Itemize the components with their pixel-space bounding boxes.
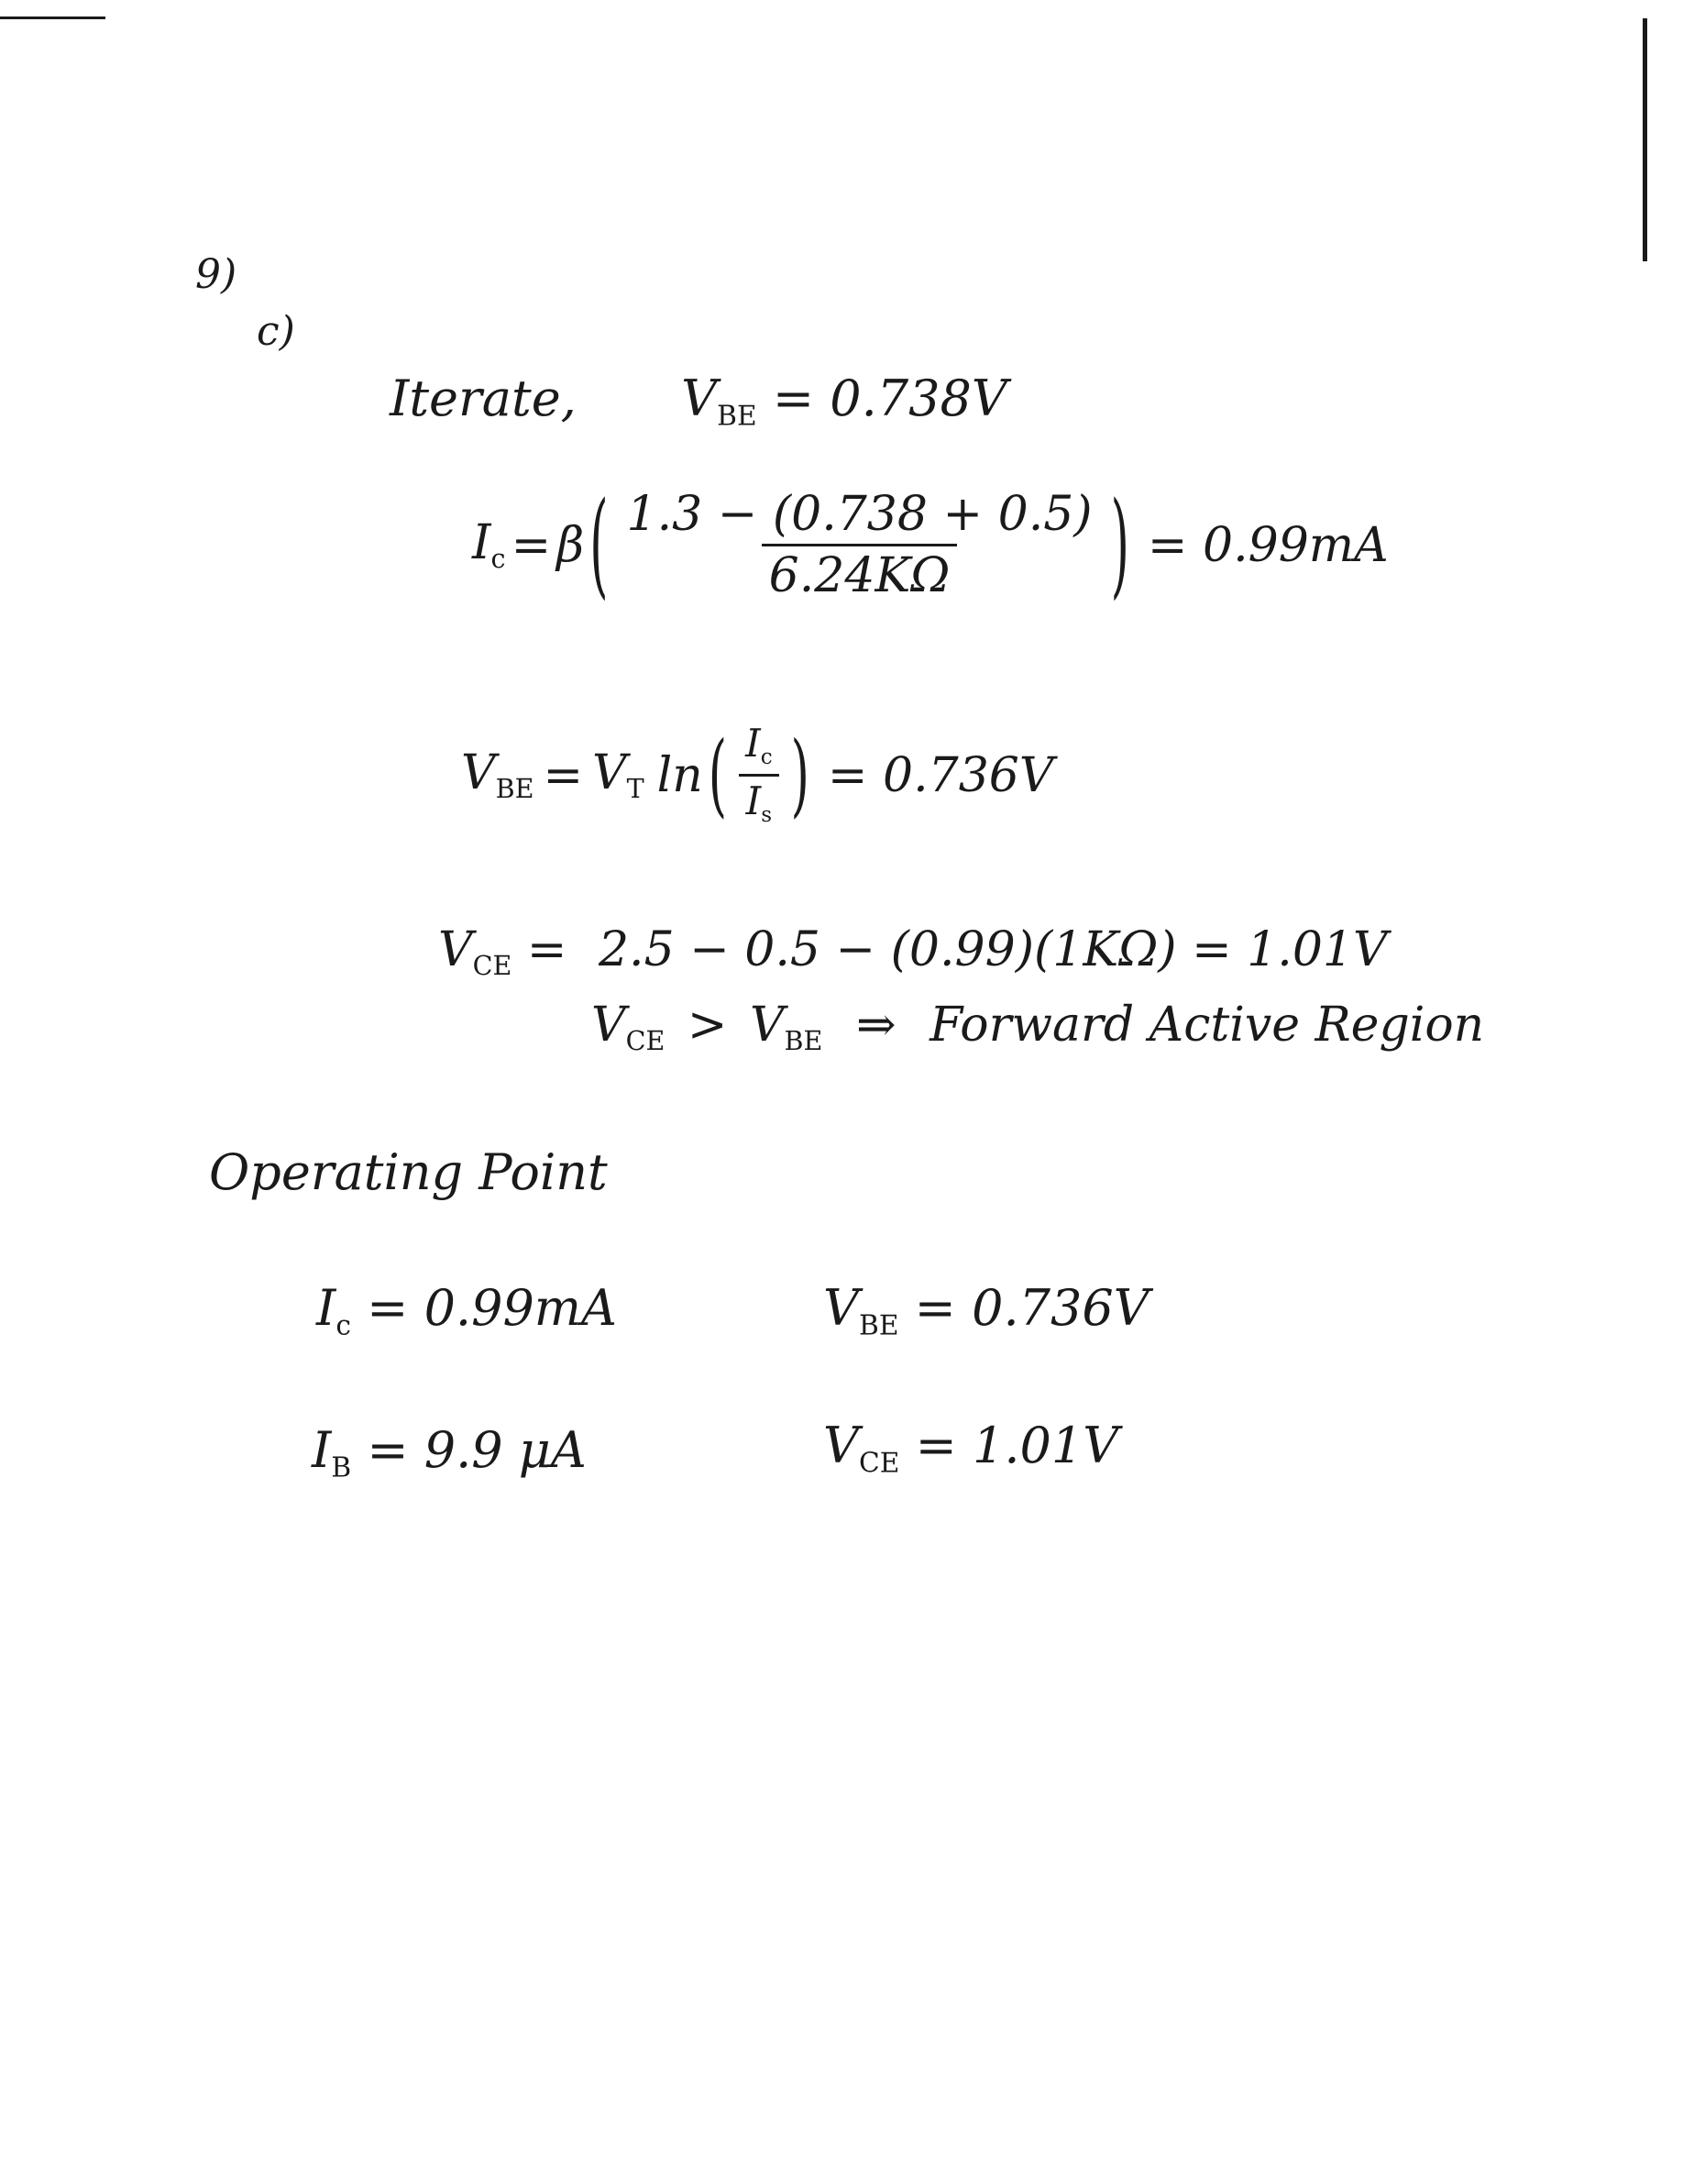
equals-sign: = <box>772 370 815 427</box>
close-paren: ) <box>790 722 809 828</box>
ic-value: = 0.99mA <box>367 1279 618 1337</box>
vbe-symbol: $V_{BE}$ <box>749 998 823 1056</box>
vce-value: = 1.01V <box>915 1417 1119 1474</box>
vbe-value: = 0.736V <box>914 1279 1150 1337</box>
problem-part: c) <box>257 308 295 355</box>
current-ratio <box>738 721 780 828</box>
vce-symbol: $V_{CE}$ <box>823 1417 900 1480</box>
problem-number: 9) <box>195 251 237 298</box>
op-ic <box>316 1279 618 1342</box>
ratio-denominator: $I_s$ <box>739 774 779 826</box>
ic-symbol: $I_c$ <box>472 514 506 574</box>
vce-symbol: $V_{CE}$ <box>438 922 512 981</box>
ratio-numerator: $I_c$ <box>745 721 773 770</box>
vbe-symbol: $V_{BE}$ <box>823 1279 899 1342</box>
comparison-operator: > <box>687 998 728 1053</box>
ic-fraction <box>620 487 1100 603</box>
vbe-symbol: $V_{BE}$ <box>681 370 757 433</box>
vt-symbol: $V_T$ <box>592 745 644 804</box>
close-paren: ) <box>1110 479 1129 612</box>
vbe-result: = 0.736V <box>827 747 1054 803</box>
ic-numerator: 1.3 − (0.738 + 0.5) <box>626 487 1093 542</box>
vbe-equation <box>461 721 1054 828</box>
scan-edge-right <box>1643 18 1647 261</box>
open-paren: ( <box>589 479 609 612</box>
ic-symbol: $I_c$ <box>316 1279 351 1342</box>
op-ib <box>312 1421 587 1484</box>
operating-point-title: Operating Point <box>209 1143 608 1201</box>
equals-sign: = <box>526 922 567 977</box>
vbe-initial-value: 0.738V <box>830 370 1007 427</box>
implies-arrow: ⇒ <box>855 998 896 1053</box>
ic-equation <box>472 479 1389 612</box>
vce-symbol: $V_{CE}$ <box>591 998 666 1056</box>
scan-edge-top-left <box>0 17 105 19</box>
op-vbe <box>823 1279 1150 1342</box>
ib-value: = 9.9 μA <box>367 1421 587 1479</box>
op-vce <box>823 1417 1119 1480</box>
vbe-symbol: $V_{BE}$ <box>461 745 534 804</box>
iterate-line <box>390 370 1007 433</box>
equals-sign: = <box>511 517 552 573</box>
ic-denominator: 6.24KΩ <box>762 544 958 600</box>
equals-sign: = <box>543 747 584 803</box>
vce-expression: 2.5 − 0.5 − (0.99)(1KΩ) = 1.01V <box>598 922 1388 977</box>
region-conclusion <box>591 998 1485 1056</box>
region-label: Forward Active Region <box>930 998 1485 1053</box>
open-paren: ( <box>708 722 728 828</box>
beta-symbol: β <box>556 517 585 573</box>
vce-equation <box>438 922 1388 981</box>
ln-symbol: ln <box>656 747 703 803</box>
ib-symbol: $I_B$ <box>312 1421 352 1484</box>
iterate-label: Iterate, <box>390 370 577 427</box>
ic-result: = 0.99mA <box>1147 517 1389 573</box>
